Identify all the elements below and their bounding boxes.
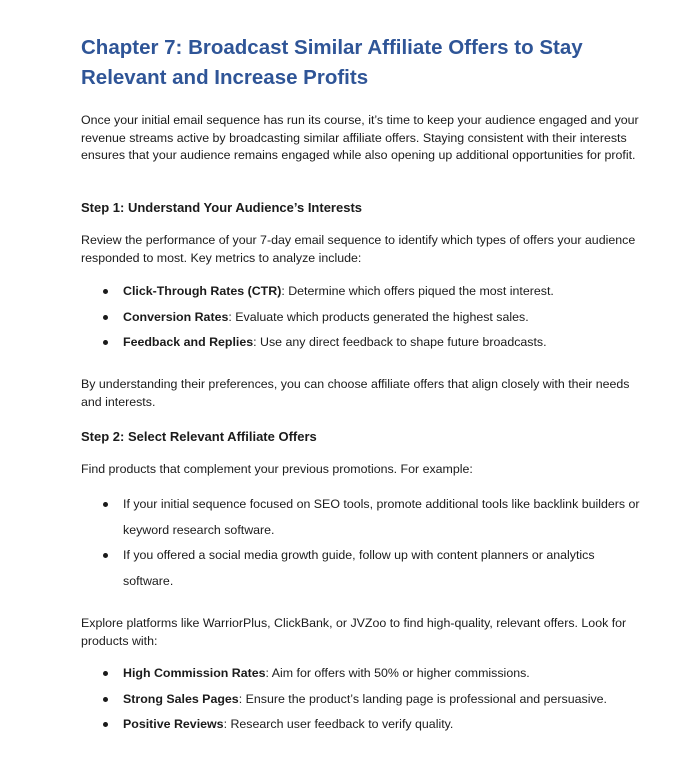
bullet-text: : Determine which offers piqued the most interest. <box>281 284 554 298</box>
step1-closing-paragraph: By understanding their preferences, you can choose affiliate offers that align closely with their needs and interests. <box>81 377 630 409</box>
bullet-text: : Ensure the product’s landing page is professional and persuasive. <box>238 691 607 706</box>
metrics-list <box>0 283 700 360</box>
bullet-text: If your initial sequence focused on SEO tools, promote additional tools like backlink builders or keyword research software. <box>123 497 640 537</box>
intro-paragraph: Once your initial email sequence has run its course, it’s time to keep your audience engaged and your revenue streams active by broadcasting similar affiliate offers. Staying consistent with their interests ensures that your audience remains engaged while also opening up additional opportunities for profit. <box>81 113 639 162</box>
step1-heading: Step 1: Understand Your Audience’s Interests <box>81 200 363 215</box>
step2-paragraph: Find products that complement your previous promotions. For example: <box>81 462 473 476</box>
step1-paragraph: Review the performance of your 7-day email sequence to identify which types of offers your audience responded to most. Key metrics to analyze include: <box>81 233 636 265</box>
bullet-icon <box>103 289 108 294</box>
bullet-text: : Research user feedback to verify quality. <box>223 717 454 731</box>
chapter-title: Chapter 7: Broadcast Similar Affiliate Offers to Stay Relevant and Increase Profits <box>81 36 583 89</box>
list-item <box>0 334 643 360</box>
list-item <box>0 492 643 543</box>
bullet-icon <box>103 340 108 345</box>
bullet-text: : Evaluate which products generated the highest sales. <box>228 309 529 324</box>
explore-paragraph: Explore platforms like WarriorPlus, ClickBank, or JVZoo to find high-quality, relevant offers. Look for products with: <box>81 616 627 648</box>
bullet-term: Conversion Rates <box>123 309 229 324</box>
list-item <box>0 691 643 717</box>
bullet-icon <box>103 722 108 727</box>
bullet-term: Feedback and Replies <box>123 335 254 349</box>
bullet-term: High Commission Rates <box>123 666 266 680</box>
list-item <box>0 309 643 335</box>
bullet-icon <box>103 315 108 320</box>
bullet-text: If you offered a social media growth guide, follow up with content planners or analytics software. <box>123 548 595 588</box>
bullet-icon <box>103 502 108 507</box>
bullet-term: Click-Through Rates (CTR) <box>123 284 282 298</box>
bullet-text: : Aim for offers with 50% or higher commissions. <box>265 666 530 680</box>
step2-heading: Step 2: Select Relevant Affiliate Offers <box>81 429 317 444</box>
bullet-text: : Use any direct feedback to shape future broadcasts. <box>253 335 547 349</box>
list-item <box>0 283 643 309</box>
bullet-icon <box>103 697 108 702</box>
bullet-icon <box>103 671 108 676</box>
list-item <box>0 716 643 742</box>
bullet-icon <box>103 553 108 558</box>
list-item <box>0 543 643 594</box>
list-item <box>0 665 643 691</box>
bullet-term: Positive Reviews <box>123 717 224 731</box>
criteria-list <box>0 665 700 742</box>
bullet-term: Strong Sales Pages <box>123 691 239 706</box>
examples-list <box>0 492 700 594</box>
